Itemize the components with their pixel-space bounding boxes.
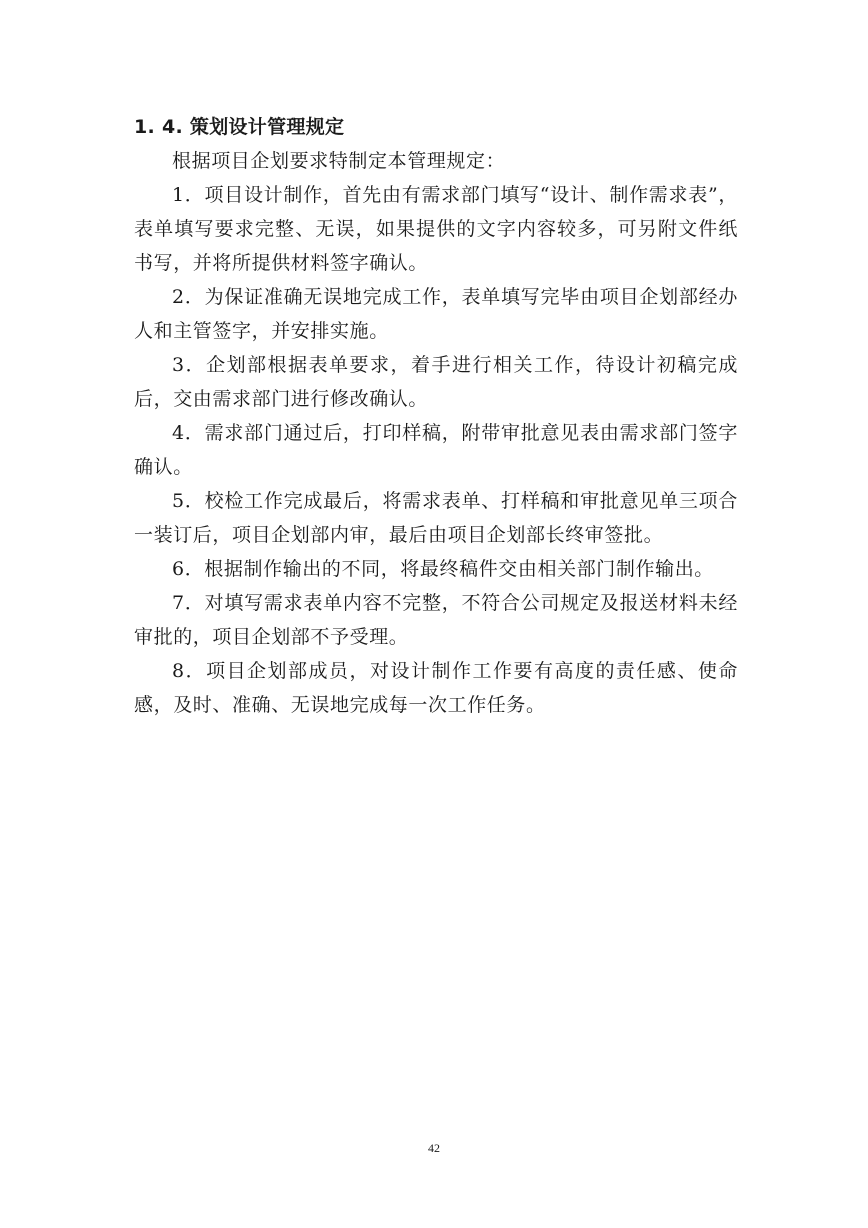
rule-item-4: 4．需求部门通过后，打印样稿，附带审批意见表由需求部门签字确认。 xyxy=(134,422,738,478)
intro-paragraph: 根据项目企划要求特制定本管理规定： xyxy=(172,150,506,172)
rule-item-6: 6．根据制作输出的不同，将最终稿件交由相关部门制作输出。 xyxy=(172,558,714,580)
rule-item-5: 5．校检工作完成最后，将需求表单、打样稿和审批意见单三项合一装订后，项目企划部内审，最后由项目企划部长终审签批。 xyxy=(134,490,738,546)
section-heading: 1. 4. 策划设计管理规定 xyxy=(134,116,345,138)
rule-item-1: 1．项目设计制作，首先由有需求部门填写“设计、制作需求表”，表单填写要求完整、无误，如果提供的文字内容较多，可另附文件纸书写，并将所提供材料签字确认。 xyxy=(134,184,738,274)
document-body xyxy=(134,110,738,722)
rule-item-8: 8．项目企划部成员，对设计制作工作要有高度的责任感、使命感，及时、准确、无误地完成每一次工作任务。 xyxy=(134,660,738,716)
rule-item-2: 2．为保证准确无误地完成工作，表单填写完毕由项目企划部经办人和主管签字，并安排实施。 xyxy=(134,286,738,342)
rule-item-7: 7．对填写需求表单内容不完整，不符合公司规定及报送材料未经审批的，项目企划部不予受理。 xyxy=(134,592,738,648)
page-number: 42 xyxy=(428,1141,440,1155)
rule-item-3: 3．企划部根据表单要求，着手进行相关工作，待设计初稿完成后，交由需求部门进行修改确认。 xyxy=(134,354,738,410)
